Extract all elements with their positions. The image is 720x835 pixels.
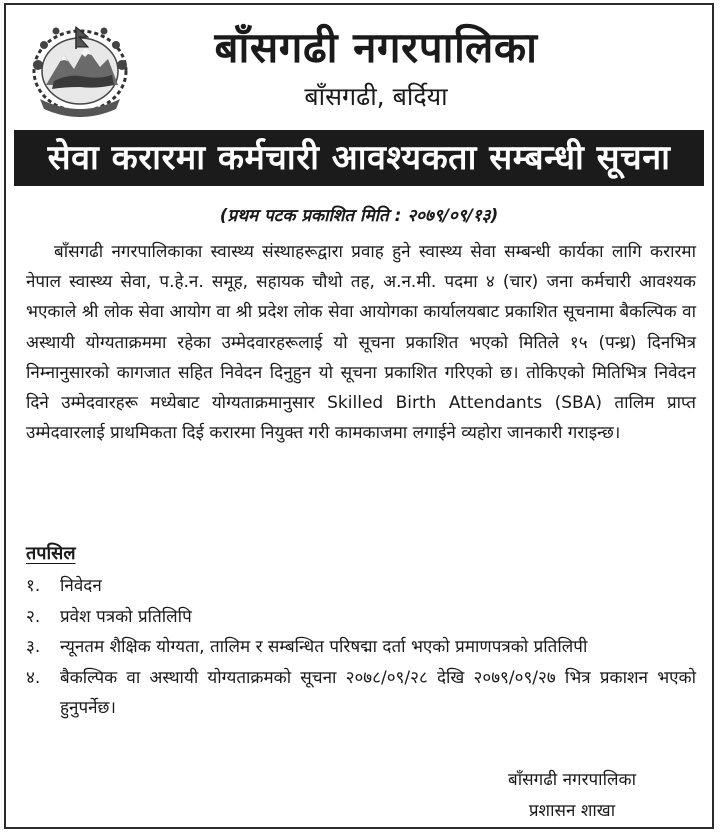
notice-title: सेवा करारमा कर्मचारी आवश्यकता सम्बन्धी सूचना — [14, 130, 704, 186]
requirements-list — [26, 571, 696, 724]
nepal-government-emblem-icon — [26, 19, 134, 119]
signature-block — [472, 765, 672, 827]
list-item-number: ३. — [26, 637, 41, 657]
list-item-number: २. — [26, 606, 41, 627]
list-item-text: बैकल्पिक वा अस्थायी योग्यताक्रमको सूचना २०७८/०९/२८ देखि २०७९/०९/२७ भित्र प्रकाशन भएको हुनुपर्नेछ। — [60, 667, 696, 718]
list-item — [26, 571, 696, 602]
list-item — [26, 602, 696, 633]
list-item-text: न्यूनतम शैक्षिक योग्यता, तालिम र सम्बन्धित परिषद्मा दर्ता भएको प्रमाणपत्रको प्रतिलिपी — [60, 637, 588, 657]
list-item — [26, 632, 696, 663]
section-title: तपसिल — [26, 543, 76, 564]
list-item-text: निवेदन — [60, 576, 102, 596]
list-item-text: प्रवेश पत्रको प्रतिलिपि — [60, 606, 192, 627]
list-item-number: १. — [26, 576, 41, 596]
notice-header — [6, 5, 712, 127]
org-name: बाँसगढी नगरपालिका — [214, 23, 538, 72]
list-item-number: ४. — [26, 667, 41, 688]
list-item — [26, 663, 696, 724]
notice-body: बाँसगढी नगरपालिकाका स्वास्थ्य संस्थाहरूद्वारा प्रवाह हुने स्वास्थ्य सेवा सम्बन्धी कार्यका लागि करारमा नेपाल स्वास्थ्य सेवा, प.हे.न. समूह, सहायक चौथो तह, अ.न.मी. पदमा ४ (चार) जना कर्मचारी आवश्यक भएकाले श्री लोक सेवा आयोग वा श्री प्रदेश लोक सेवा आयोगका कार्यालयबाट प्रकाशित सूचनामा बैकल्पिक वा अस्थायी योग्यताक्रममा रहेका उम्मेदवारहरूलाई यो सूचना प्रकाशित भएको मितिले १५ (पन्ध्र) दिनभित्र निम्नानुसारको कागजात सहित निवेदन दिनुहुन यो सूचना प्रकाशित गरिएको छ। तोकिएको मितिभित्र निवेदन दिने उम्मेदवारहरू मध्येबाट योग्यताक्रमानुसार Skilled Birth Attendants (SBA) तालिम प्राप्त उम्मेदवारलाई प्राथमिकता दिई करारमा नियुक्त गरी कामकाजमा लगाईने व्यहोरा जानकारी गराइन्छ। — [26, 242, 696, 444]
signature-branch: प्रशासन शाखा — [528, 801, 616, 821]
notice-page — [4, 3, 714, 829]
signature-org: बाँसगढी नगरपालिका — [508, 770, 636, 790]
org-place: बाँसगढी, बर्दिया — [304, 82, 448, 111]
publication-date: (प्रथम पटक प्रकाशित मिति : २०७९/०९/१३) — [219, 206, 499, 226]
